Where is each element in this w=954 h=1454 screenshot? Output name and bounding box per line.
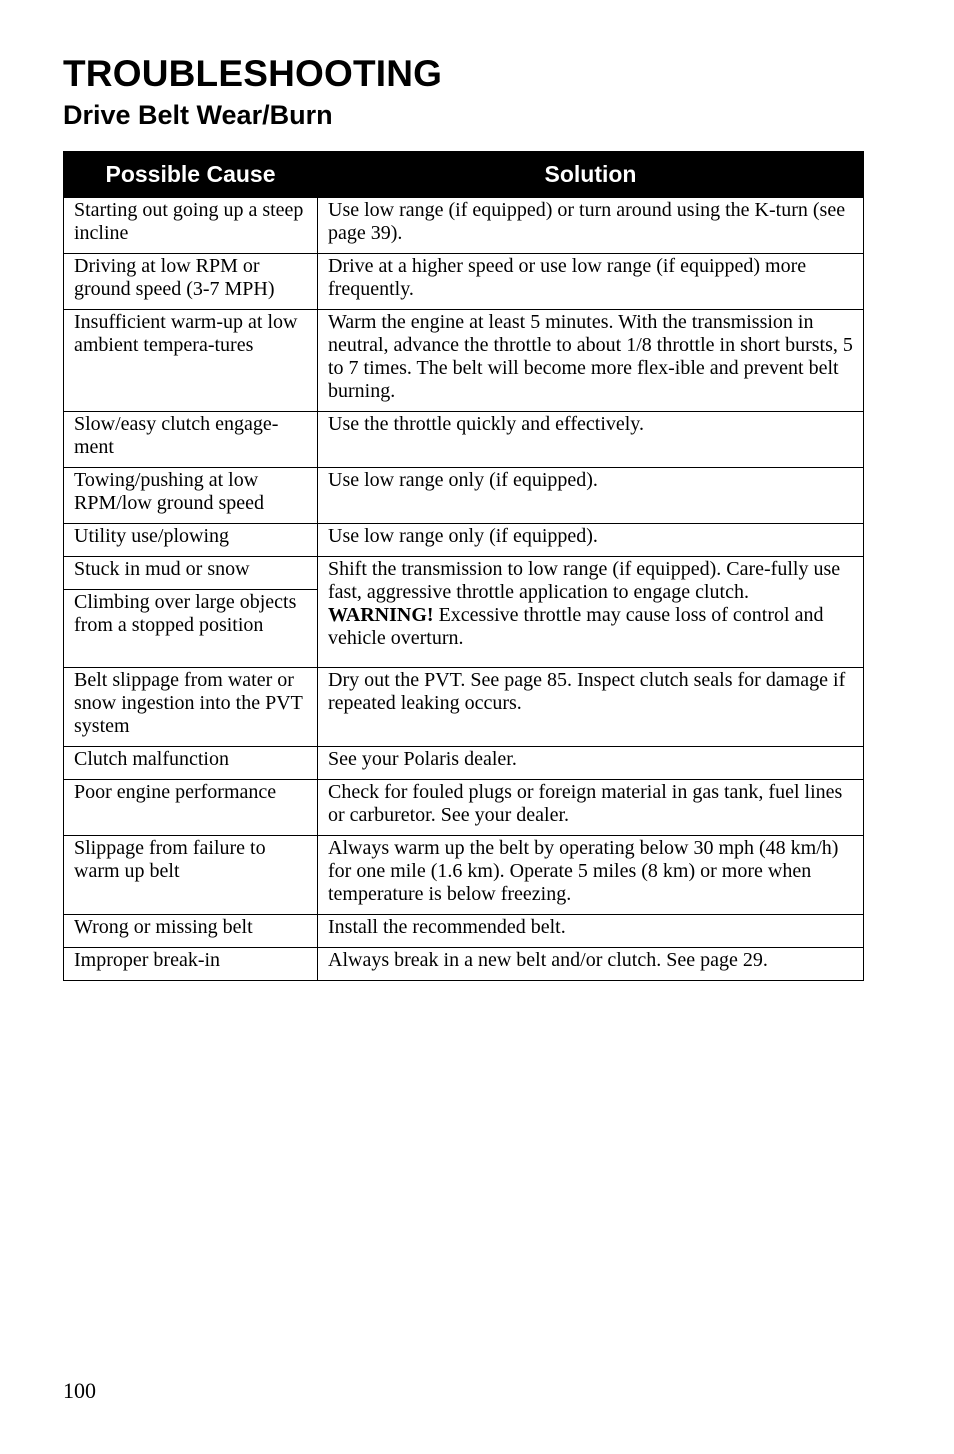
column-header-solution: Solution (318, 152, 864, 198)
cause-cell: Slow/easy clutch engage-ment (64, 412, 318, 468)
solution-cell: Use low range (if equipped) or turn around using the K-turn (see page 39). (318, 198, 864, 254)
table-row (64, 915, 864, 948)
cause-cell: Starting out going up a steep incline (64, 198, 318, 254)
table-row (64, 310, 864, 412)
solution-text: Shift the transmission to low range (if equipped). Care-fully use fast, aggressive throttle application to engage clutch. (328, 558, 841, 603)
solution-cell: Install the recommended belt. (318, 915, 864, 948)
column-header-cause: Possible Cause (64, 152, 318, 198)
table-row (64, 836, 864, 915)
cause-cell: Slippage from failure to warm up belt (64, 836, 318, 915)
table-header-row (64, 152, 864, 198)
solution-cell: Use low range only (if equipped). (318, 524, 864, 557)
table-row (64, 412, 864, 468)
solution-cell: Warm the engine at least 5 minutes. With the transmission in neutral, advance the throttle to about 1/8 throttle in short bursts, 5 to 7 times. The belt will become more flex-ible and prevent belt burning. (318, 310, 864, 412)
cause-cell: Insufficient warm-up at low ambient tempera-tures (64, 310, 318, 412)
solution-cell: Check for fouled plugs or foreign material in gas tank, fuel lines or carburetor. See your dealer. (318, 780, 864, 836)
solution-text: Excessive throttle may cause loss of control and vehicle overturn. (328, 604, 824, 649)
table-row (64, 780, 864, 836)
solution-cell: Dry out the PVT. See page 85. Inspect clutch seals for damage if repeated leaking occurs. (318, 668, 864, 747)
cause-cell: Towing/pushing at low RPM/low ground speed (64, 468, 318, 524)
cause-cell: Improper break-in (64, 948, 318, 981)
cause-cell: Wrong or missing belt (64, 915, 318, 948)
table-row (64, 668, 864, 747)
table-row (64, 254, 864, 310)
table-row (64, 948, 864, 981)
solution-cell: Drive at a higher speed or use low range (if equipped) more frequently. (318, 254, 864, 310)
cause-cell: Belt slippage from water or snow ingestion into the PVT system (64, 668, 318, 747)
table-row (64, 747, 864, 780)
cause-cell: Stuck in mud or snow (64, 557, 318, 590)
cause-cell: Poor engine performance (64, 780, 318, 836)
cause-cell: Climbing over large objects from a stopped position (64, 590, 318, 668)
cause-cell: Utility use/plowing (64, 524, 318, 557)
table-row (64, 468, 864, 524)
solution-cell: Use low range only (if equipped). (318, 468, 864, 524)
troubleshooting-table (63, 151, 864, 981)
section-title: Drive Belt Wear/Burn (63, 100, 333, 130)
solution-cell-merged (318, 557, 864, 668)
solution-cell: Always break in a new belt and/or clutch. See page 29. (318, 948, 864, 981)
table-row (64, 557, 864, 590)
solution-cell: See your Polaris dealer. (318, 747, 864, 780)
table-row (64, 198, 864, 254)
page-title: TROUBLESHOOTING (63, 53, 443, 94)
cause-cell: Clutch malfunction (64, 747, 318, 780)
table-row (64, 524, 864, 557)
solution-cell: Always warm up the belt by operating below 30 mph (48 km/h) for one mile (1.6 km). Operate 5 miles (8 km) or more when temperature is below freezing. (318, 836, 864, 915)
warning-label: WARNING! (328, 604, 434, 626)
solution-cell: Use the throttle quickly and effectively. (318, 412, 864, 468)
page-number: 100 (63, 1378, 96, 1403)
cause-cell: Driving at low RPM or ground speed (3-7 MPH) (64, 254, 318, 310)
